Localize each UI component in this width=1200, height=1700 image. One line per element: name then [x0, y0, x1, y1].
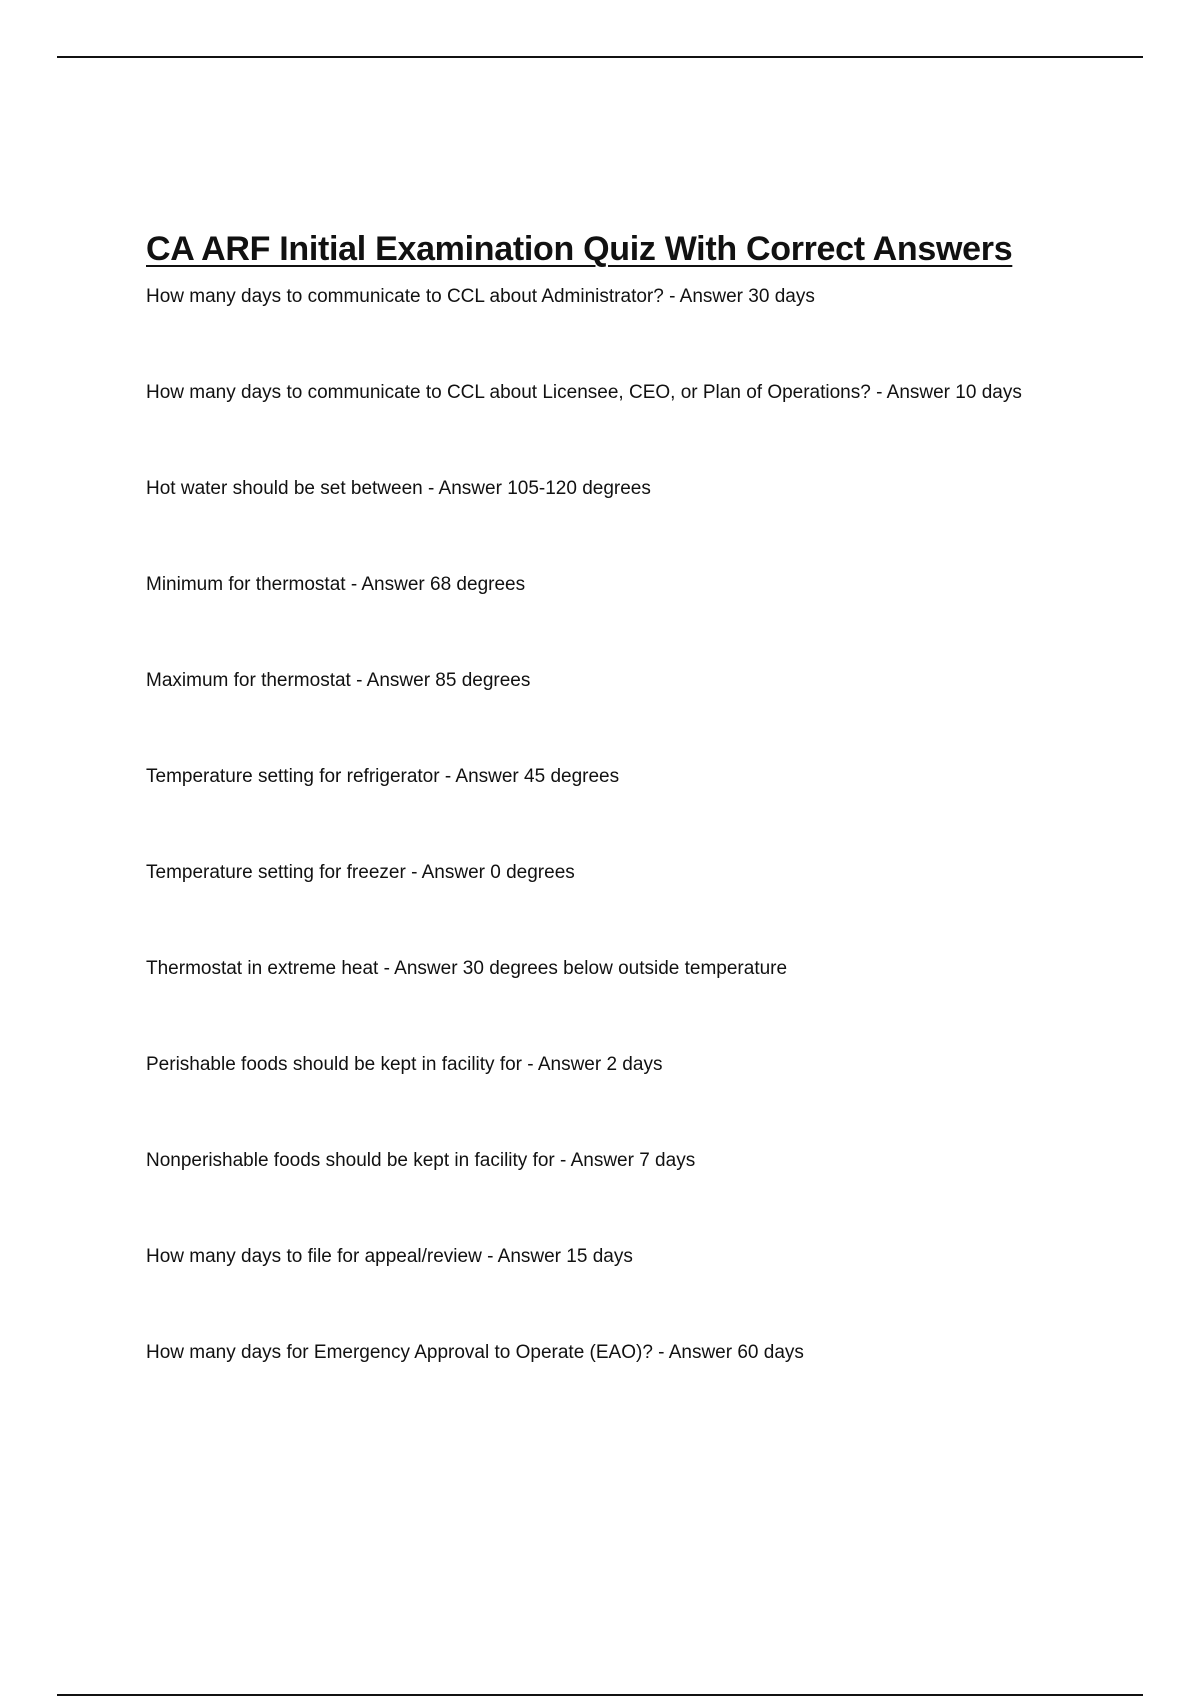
- qa-item: Perishable foods should be kept in facility for - Answer 2 days: [146, 1054, 663, 1075]
- qa-item: Minimum for thermostat - Answer 68 degrees: [146, 574, 526, 595]
- document-body: [146, 228, 1146, 1434]
- qa-item: Maximum for thermostat - Answer 85 degrees: [146, 670, 531, 691]
- qa-item: Thermostat in extreme heat - Answer 30 degrees below outside temperature: [146, 958, 788, 979]
- qa-list: [146, 282, 1146, 1368]
- document-title: CA ARF Initial Examination Quiz With Correct Answers: [146, 230, 1013, 268]
- qa-item: How many days to communicate to CCL about Administrator? - Answer 30 days: [146, 286, 815, 307]
- qa-item: How many days to communicate to CCL about Licensee, CEO, or Plan of Operations? - Answer 10 days: [146, 382, 1022, 403]
- qa-item: Temperature setting for refrigerator - Answer 45 degrees: [146, 766, 620, 787]
- qa-item: Hot water should be set between - Answer 105-120 degrees: [146, 478, 651, 499]
- qa-item: How many days to file for appeal/review - Answer 15 days: [146, 1246, 633, 1267]
- top-rule: [57, 56, 1143, 58]
- qa-item: Temperature setting for freezer - Answer 0 degrees: [146, 862, 575, 883]
- qa-item: How many days for Emergency Approval to Operate (EAO)? - Answer 60 days: [146, 1342, 804, 1363]
- qa-item: Nonperishable foods should be kept in facility for - Answer 7 days: [146, 1150, 696, 1171]
- bottom-rule: [57, 1694, 1143, 1696]
